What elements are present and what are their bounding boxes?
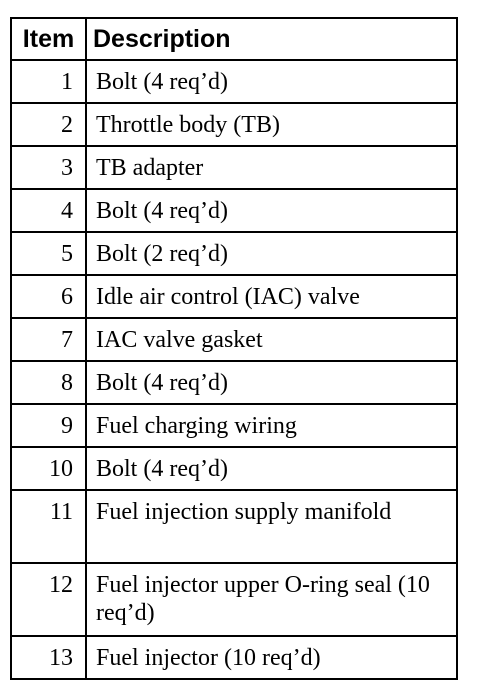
item-number: 6 [11,275,86,318]
table-row [11,189,457,232]
item-description: IAC valve gasket [86,318,457,361]
item-number: 11 [11,490,86,563]
item-description: Fuel injector (10 req’d) [86,636,457,679]
item-number: 2 [11,103,86,146]
item-description: Bolt (2 req’d) [86,232,457,275]
item-description: Bolt (4 req’d) [86,447,457,490]
item-description: Bolt (4 req’d) [86,361,457,404]
table-row [11,103,457,146]
item-number: 10 [11,447,86,490]
item-description: Idle air control (IAC) valve [86,275,457,318]
item-number: 4 [11,189,86,232]
item-number: 9 [11,404,86,447]
table-row [11,447,457,490]
item-number: 5 [11,232,86,275]
table-row [11,636,457,679]
item-number: 8 [11,361,86,404]
table-row [11,490,457,563]
item-number: 3 [11,146,86,189]
table-row [11,361,457,404]
parts-table [10,17,458,680]
table-row [11,404,457,447]
item-description: Fuel charging wiring [86,404,457,447]
table-row [11,60,457,103]
column-header-description: Description [86,18,457,60]
item-number: 13 [11,636,86,679]
item-description: Throttle body (TB) [86,103,457,146]
table-header-row [11,18,457,60]
table-row [11,318,457,361]
item-number: 7 [11,318,86,361]
table-row [11,563,457,636]
table-body [11,60,457,679]
table-row [11,232,457,275]
column-header-item: Item [11,18,86,60]
item-description: Bolt (4 req’d) [86,189,457,232]
table-row [11,146,457,189]
item-description: Bolt (4 req’d) [86,60,457,103]
table-row [11,275,457,318]
item-description: Fuel injection supply manifold [86,490,457,563]
item-description: TB adapter [86,146,457,189]
item-description: Fuel injector upper O-ring seal (10 req’d) [86,563,457,636]
item-number: 1 [11,60,86,103]
item-number: 12 [11,563,86,636]
